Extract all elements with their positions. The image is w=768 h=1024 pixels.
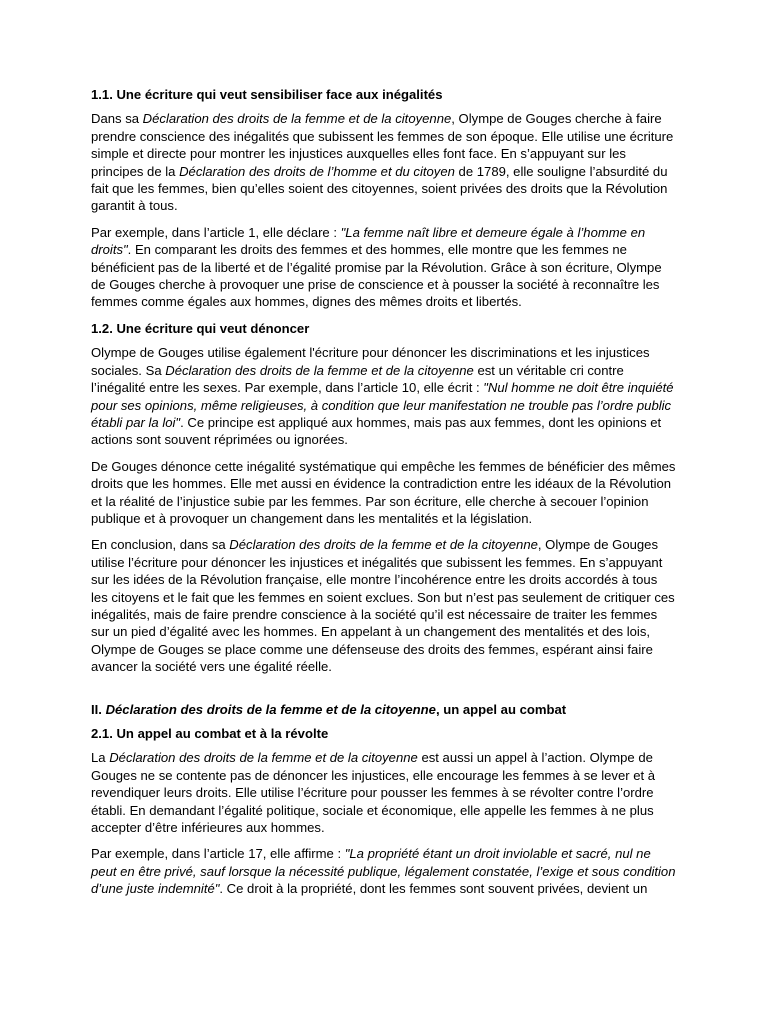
text-run: est un véritable cri contre l’inégalité entre les sexes. Par exemple, dans l’article 10, elle écrit : [91,362,624,396]
text-run: . Ce droit à la propriété, dont les femmes sont souvent privées, devient un [219,881,648,897]
text-run: . En comparant les droits des femmes et des hommes, elle montre que les femmes ne bénéficient pas de la liberté et de l’égalité promise par la Révolution. Grâce à son écriture, Olympe de Gouges cherche à provoquer une prise de conscience et à pousser la société à reconnaître les femmes comme égales aux hommes, dignes des mêmes droits et libertés. [91,242,662,310]
paragraph [91,224,676,311]
text-run: La [91,750,110,766]
section-spacer [91,685,676,701]
section-heading-2-1: 2.1. Un appel au combat et à la révolte [91,726,329,741]
text-run: de 1789, elle souligne l’absurdité du fait que les femmes, bien qu’elles soient des citoyennes, soient privées des droits que la Révolution garantit à tous. [91,163,668,214]
italic-title: Déclaration des droits de la femme et de la citoyenne [142,111,452,127]
italic-title: Déclaration des droits de la femme et de la citoyenne [165,362,474,378]
text-run: Olympe de Gouges utilise également l'écriture pour dénoncer les discriminations et les injustices sociales. Sa [91,345,650,378]
section-heading-2 [91,701,676,718]
text-run: Par exemple, dans l’article 17, elle affirme : [91,846,345,862]
italic-title: Déclaration des droits de la femme et de la citoyenne [229,537,538,553]
italic-quote: "La femme naît libre et demeure égale à l’homme en droits" [91,224,646,258]
paragraph [91,845,676,897]
section-heading-1-1: 1.1. Une écriture qui veut sensibiliser face aux inégalités [91,87,443,102]
italic-quote: "Nul homme ne doit être inquiété pour ses opinions, même religieuses, à condition que leur manifestation ne trouble pas l’ordre public établi par la loi" [91,380,674,430]
text-run: , un appel au combat [435,701,567,717]
text-run: Par exemple, dans l’article 1, elle déclare : [91,224,341,240]
text-run: , Olympe de Gouges cherche à faire prendre conscience des inégalités que subissent les femmes de son époque. Elle utilise une écriture simple et directe pour montrer les injustices auxquelles elles font face. En s’appuyant sur les principes de la [91,111,674,179]
paragraph: De Gouges dénonce cette inégalité systématique qui empêche les femmes de bénéficier des mêmes droits que les hommes. Elle met aussi en évidence la contradiction entre les idéaux de la Révolution et la réalité de l’injustice subie par les femmes. Par son écriture, elle cherche à secouer l’opinion publique et à provoquer un changement dans les mentalités et la législation. [91,458,676,526]
text-run: , Olympe de Gouges utilise l’écriture pour dénoncer les injustices et inégalités que subissent les femmes. En s’appuyant sur les idées de la Révolution française, elle montre l’incohérence entre les droits accordés à tous les citoyens et le fait que les femmes en soient exclues. Son but n’est pas seulement de critiquer ces inégalités, mais de faire prendre conscience à la société qu’il est nécessaire de traiter les femmes sur un pied d’égalité avec les hommes. En appelant à un changement des mentalités et des lois, Olympe de Gouges se place comme une défenseuse des droits des femmes, espérant ainsi faire avancer la société vers une égalité réelle. [91,537,675,675]
text-run: . Ce principe est appliqué aux hommes, mais pas aux femmes, dont les opinions et actions sont souvent réprimées ou ignorées. [91,414,662,448]
italic-title: Déclaration des droits de la femme et de la citoyenne [109,750,418,766]
section-heading-1-2: 1.2. Une écriture qui veut dénoncer [91,320,310,336]
italic-quote: "La propriété étant un droit inviolable et sacré, nul ne peut en être privé, sauf lorsque la nécessité publique, légalement constatée, l’exige et sous condition d’une juste indemnité" [91,846,676,897]
text-run: II. [91,701,106,717]
paragraph [91,749,676,836]
text-run: Dans sa [91,111,143,127]
paragraph [91,536,676,675]
italic-title: Déclaration des droits de l’homme et du citoyen [179,163,455,179]
italic-title: Déclaration des droits de la femme et de la citoyenne [105,701,436,717]
paragraph [91,344,676,448]
text-run: En conclusion, dans sa [91,537,230,553]
paragraph [91,110,676,214]
text-run: est aussi un appel à l’action. Olympe de Gouges ne se contente pas de dénoncer les injustices, elle encourage les femmes à se lever et à revendiquer leurs droits. Elle utilise l’écriture pour pousser les femmes à se révolter contre l’ordre établi. En demandant l’égalité politique, sociale et économique, elle appelle les femmes à ne plus accepter d’être inférieures aux hommes. [91,750,656,836]
